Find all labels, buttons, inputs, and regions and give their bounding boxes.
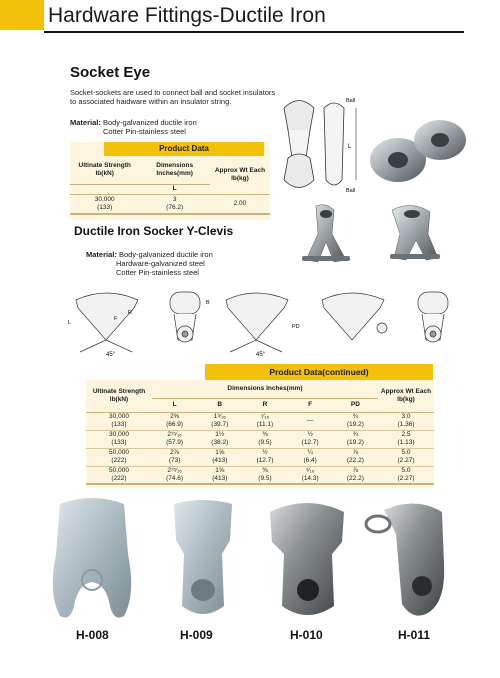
product-photo-h008	[40, 494, 144, 626]
material-line3: Cotter Pin-stainless steel	[116, 268, 199, 277]
col-weight: Approx Wt Each lb(kg)	[380, 387, 432, 403]
product-code-h011: H-011	[398, 628, 431, 642]
page-title: Hardware Fittings-Ductile Iron	[48, 4, 326, 27]
pd-label: PD	[292, 324, 300, 330]
product-photo-h011	[356, 494, 456, 624]
dim-l-label: L	[348, 144, 352, 150]
b-label: B	[206, 300, 210, 306]
sub-l: L	[172, 401, 177, 408]
col-weight: Approx Wt Each lb(kg)	[214, 166, 266, 182]
material-line1: Body-galvanized ductile iron	[102, 118, 197, 127]
table-row: 30,000 (133) 2¹⁵⁄₁₆ (57.9) 1½ (38.2) ⅜ (9.5) ½ (12.7) ¾ (19.2) 2.5 (1.13)	[86, 430, 434, 448]
col-strength: Ultinate Strength lb(kN)	[92, 387, 146, 403]
y-clevis-photo-2	[372, 200, 452, 270]
product-photo-h009	[160, 496, 246, 624]
y-clevis-drawings	[66, 284, 476, 358]
product-data-title: Product Data	[104, 142, 264, 156]
col-dimensions: Dimensions Inches(mm)	[227, 384, 303, 392]
f-label: F	[114, 316, 118, 322]
product-code-h010: H-010	[290, 628, 323, 642]
sub-pd: PD	[350, 401, 360, 408]
material-label: Material:	[70, 118, 101, 127]
product-code-h009: H-009	[180, 628, 213, 642]
ball-bottom-label: Ball	[346, 188, 356, 194]
socket-eye-photo	[368, 110, 468, 196]
table-row: 50,000 (222) 2¹⁵⁄₁₆ (74.6) 1⅝ (413) ⅜ (9.5) ⁹⁄₁₆ (14.3) ⅞ (22.2) 5.0 (2.27)	[86, 466, 434, 484]
product-data-grid	[70, 156, 270, 215]
product-data-continued-grid	[86, 380, 434, 485]
header-accent-bar	[0, 0, 44, 30]
material-line1: Body-galvanized ductile iron	[118, 250, 213, 259]
cell-weight: 2.00	[233, 199, 247, 207]
socket-eye-description-line1: Socket-sockets are used to connect ball and socket insulators	[70, 88, 276, 97]
table-row: 50,000 (222) 2⅞ (73) 1⅝ (413) ½ (12.7) ¼ (6.4) ⅞ (22.2) 5.0 (2.27)	[86, 448, 434, 466]
socket-eye-material	[70, 118, 197, 136]
product-data-continued-table	[86, 380, 434, 488]
angle-label-left: 45°	[106, 352, 116, 358]
sub-b: B	[217, 401, 223, 408]
sub-r: R	[262, 401, 268, 408]
product-photo-h010	[262, 494, 352, 624]
socket-eye-description-line2: to associated haidware within an insulator string.	[70, 97, 232, 106]
ball-top-label: Ball	[346, 98, 356, 104]
socket-eye-title: Socket Eye	[70, 64, 151, 81]
cell-l: 3 (76.2)	[166, 195, 184, 211]
material-label: Material:	[86, 250, 117, 259]
angle-label-right: 45°	[256, 352, 266, 358]
l-label: L	[68, 320, 72, 326]
material-line2: Hardware-galvanized steel	[116, 259, 205, 268]
col-strength: Ultinate Strength lb(kN)	[78, 161, 131, 177]
cell-strength: 30,000 (133)	[94, 195, 115, 211]
material-line2: Cotter Pin-stainless steel	[103, 127, 186, 136]
r-label: R	[128, 310, 132, 316]
product-code-h008: H-008	[76, 628, 109, 642]
col-dimension-sub: L	[172, 185, 177, 192]
table-row	[70, 194, 270, 214]
header-rule	[44, 31, 464, 33]
y-clevis-photo-1	[286, 200, 366, 270]
table-row: 30,000 (133) 2⅝ (66.9) 1⁹⁄₁₆ (39.7) ⁷⁄₁₆ (11.1) — ¾ (19.2) 3.0 (1.36)	[86, 412, 434, 430]
product-data-continued-title: Product Data(continued)	[205, 364, 433, 380]
y-clevis-title: Ductile Iron Socker Y-Clevis	[74, 224, 234, 238]
col-dimensions: Dimensions Inches(mm)	[156, 161, 194, 177]
y-clevis-material	[86, 250, 213, 277]
socket-eye-drawing	[274, 88, 364, 198]
sub-f: F	[308, 401, 313, 408]
